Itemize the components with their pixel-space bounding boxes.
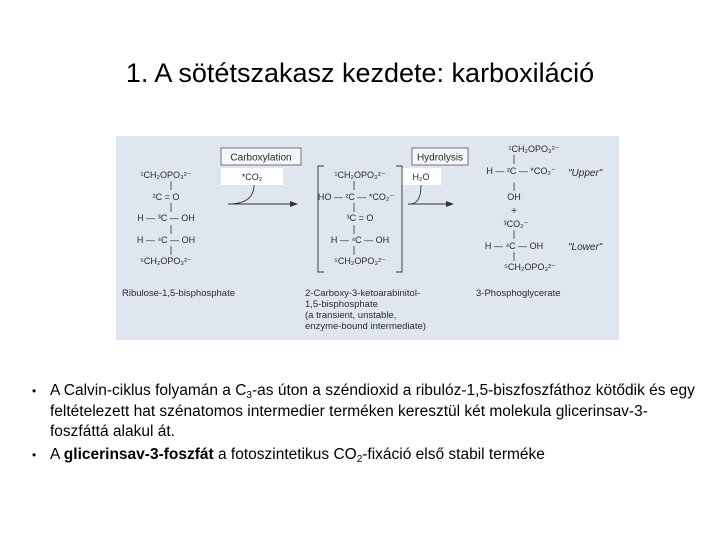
bullet-dot-icon: •: [32, 447, 37, 462]
caption-intermediate-2: 1,5-bisphosphate: [305, 299, 378, 310]
bullet-2-text-a: A: [50, 445, 64, 463]
caption-intermediate-1: 2-Carboxy-3-ketoarabinitol-: [305, 288, 421, 299]
upper-c4: OH: [507, 192, 521, 202]
calvin-carboxylation-figure: [116, 136, 619, 340]
bullet-1-text-a: A Calvin-ciklus folyamán a C: [50, 382, 247, 399]
co2-curve: [228, 185, 254, 204]
intermediate-structure: [318, 170, 394, 266]
hydrolysis-arrowhead: [446, 201, 454, 207]
upper-label: "Upper": [568, 168, 603, 179]
ribulose-c4: H — ⁴C — OH: [136, 235, 196, 245]
upper-c2: H — ²C — *CO₂⁻: [486, 166, 556, 176]
hydrolysis-header: Hydrolysis: [416, 152, 464, 164]
co2-reagent: *CO₂: [241, 172, 263, 182]
lower-c2: H — ⁴C — OH: [484, 241, 544, 251]
intermediate-bracket-left: [318, 166, 324, 272]
intermediate-c2: HO — ²C — *CO₂⁻: [317, 192, 395, 202]
intermediate-c1: ¹CH₂OPO₃²⁻: [334, 170, 386, 180]
h2o-curve: [410, 185, 421, 204]
carboxylation-header: Carboxylation: [230, 152, 292, 164]
bullet-dot-icon: •: [32, 384, 37, 398]
intermediate-c4: H — ⁴C — OH: [330, 235, 390, 245]
lower-c1: ³CO₂⁻: [503, 219, 529, 229]
ribulose-c5: ⁵CH₂OPO₃²⁻: [140, 256, 192, 266]
ribulose-structure: [137, 170, 195, 266]
bullet-2-text-b: a fotoszintetikus CO: [213, 445, 357, 463]
lower-label: "Lower": [568, 242, 603, 253]
product-upper: [486, 144, 602, 202]
carboxylation-arrowhead: [290, 201, 298, 207]
caption-ribulose: Ribulose-1,5-bisphosphate: [122, 288, 236, 299]
bullet-list: [30, 381, 700, 467]
slide-title: 1. A sötétszakasz kezdete: karboxiláció: [125, 58, 595, 88]
reaction-scheme: [116, 136, 619, 340]
upper-c1: ¹CH₂OPO₃²⁻: [508, 144, 560, 154]
product-lower: [485, 219, 603, 272]
bullet-1-subscript: 3: [246, 390, 252, 401]
bullet-2-text-c: -fixáció első stabil terméke: [362, 445, 545, 463]
caption-intermediate-3: (a transient, unstable,: [305, 310, 397, 321]
ribulose-c1: ¹CH₂OPO₃²⁻: [140, 170, 192, 180]
bullet-2-subscript: 2: [356, 453, 363, 465]
bullet-1-text-b: -as úton a széndioxid a ribulóz-1,5-biszfoszfáthoz kötődik és egy feltételezett hat szénatomos intermedier terméken keresztül két molekula glicerinsav-3-foszfáttá alakul át.: [50, 382, 695, 440]
caption-intermediate-4: enzyme-bound intermediate): [305, 321, 426, 332]
intermediate-c5: ⁵CH₂OPO₃²⁻: [334, 256, 386, 266]
h2o-reagent: H₂O: [412, 172, 430, 182]
upper-c3: |: [512, 181, 516, 191]
plus-sign: +: [511, 206, 517, 217]
ribulose-c3: H — ³C — OH: [137, 213, 195, 223]
lower-c3: ⁵CH₂OPO₃²⁻: [504, 262, 556, 272]
bullet-2-bold: glicerinsav-3-foszfát: [63, 445, 214, 463]
bullet-item-calvin: [30, 381, 700, 443]
intermediate-c3: ³C = O: [346, 213, 374, 223]
ribulose-c2: ²C = O: [152, 192, 180, 202]
caption-product: 3-Phosphoglycerate: [476, 288, 561, 299]
bullet-item-glycerate: [30, 445, 700, 466]
